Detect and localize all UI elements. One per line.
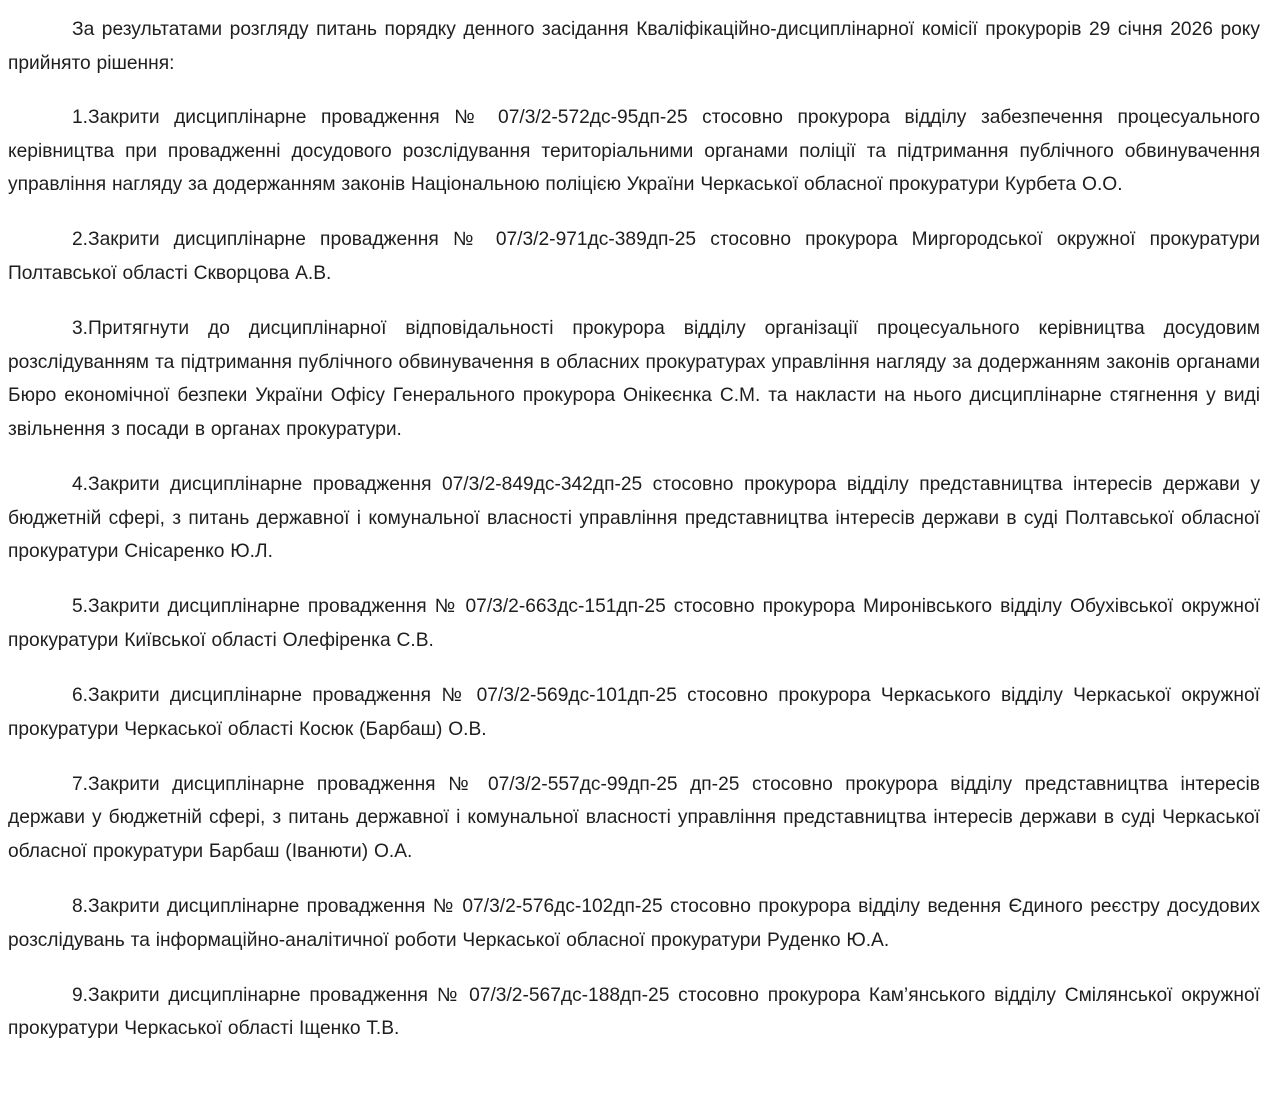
decision-item-9: 9.Закрити дисциплінарне провадження № 07/3/2-567дс-188дп-25 стосовно прокурора Кам’янського відділу Смілянської окружної прокуратури Черкаської області Іщенко Т.В. <box>8 984 1260 1040</box>
decision-item-7: 7.Закрити дисциплінарне провадження № 07/3/2-557дс-99дп-25 дп-25 стосовно прокурора відділу представництва інтересів держави у бюджетній сфері, з питань державної і комунальної власності управління представництва інтересів держави в суді Черкаської обласної прокуратури Барбаш (Іванюти) О.А. <box>8 773 1260 862</box>
decision-item-4: 4.Закрити дисциплінарне провадження 07/3/2-849дс-342дп-25 стосовно прокурора відділу представництва інтересів держави у бюджетній сфері, з питань державної і комунальної власності управління представництва інтересів держави в суді Полтавської обласної прокуратури Снісаренко Ю.Л. <box>8 474 1260 563</box>
decision-item-3: 3.Притягнути до дисциплінарної відповідальності прокурора відділу організації процесуального керівництва досудовим розслідуванням та підтримання публічного обвинувачення в обласних прокуратурах управління нагляду за додержанням законів органами Бюро економічної безпеки України Офісу Генерального прокурора Онікеєнка С.М. та накласти на нього дисциплінарне стягнення у виді звільнення з посади в органах прокуратури. <box>8 318 1260 440</box>
intro-paragraph: За результатами розгляду питань порядку денного засідання Кваліфікаційно-дисциплінарної комісії прокурорів 29 січня 2026 року прийнято рішення: <box>8 19 1260 74</box>
decision-item-2: 2.Закрити дисциплінарне провадження № 07/3/2-971дс-389дп-25 стосовно прокурора Миргородської окружної прокуратури Полтавської області Скворцова А.В. <box>8 229 1260 285</box>
decision-item-8: 8.Закрити дисциплінарне провадження № 07/3/2-576дс-102дп-25 стосовно прокурора відділу ведення Єдиного реєстру досудових розслідувань та інформаційно-аналітичної роботи Черкаської обласної прокуратури Руденко Ю.А. <box>8 895 1260 951</box>
decision-item-6: 6.Закрити дисциплінарне провадження № 07/3/2-569дс-101дп-25 стосовно прокурора Черкаського відділу Черкаської окружної прокуратури Черкаської області Косюк (Барбаш) О.В. <box>8 685 1260 740</box>
decision-item-5: 5.Закрити дисциплінарне провадження № 07/3/2-663дс-151дп-25 стосовно прокурора Миронівського відділу Обухівської окружної прокуратури Київської області Олефіренка С.В. <box>8 596 1260 651</box>
decision-item-1: 1.Закрити дисциплінарне провадження № 07/3/2-572дс-95дп-25 стосовно прокурора відділу забезпечення процесуального керівництва при провадженні досудового розслідування територіальними органами поліції та підтримання публічного обвинувачення управління нагляду за додержанням законів Національною поліцією України Черкаської обласної прокуратури Курбета О.О. <box>8 107 1260 196</box>
